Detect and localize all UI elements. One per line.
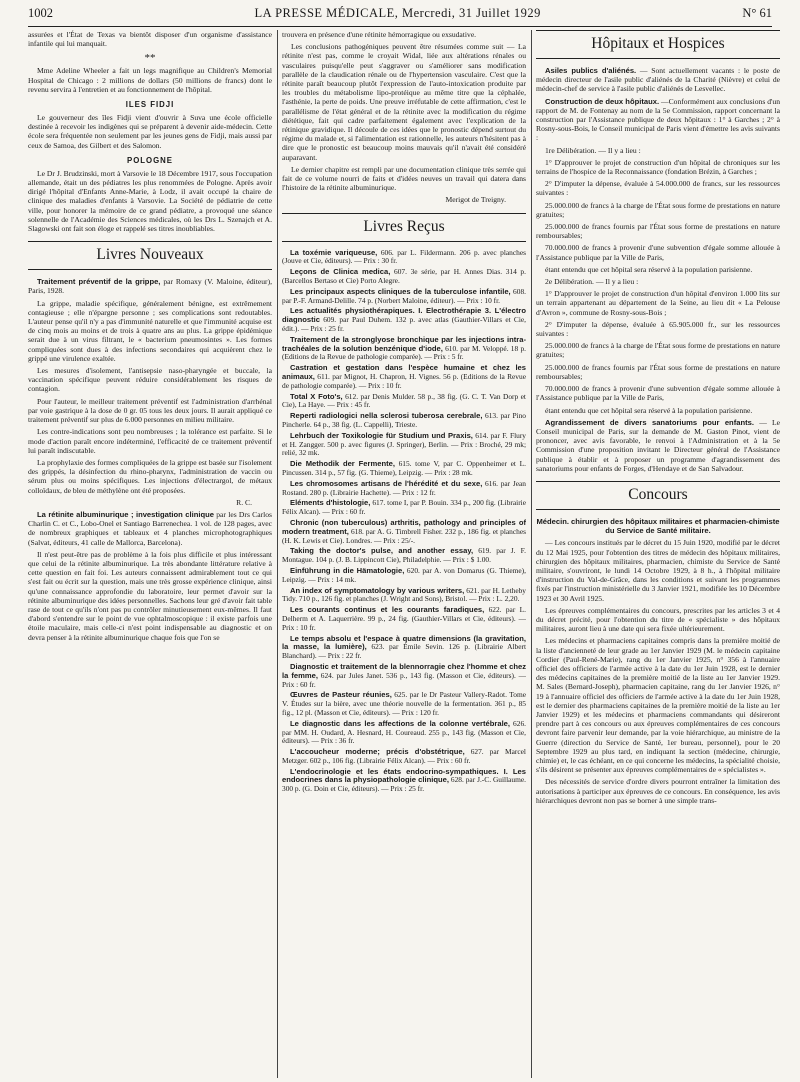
book-title: Le diagnostic dans les affections de la colonne vertébrale, [290,718,511,728]
book-title: Les actualités physiothérapiques. I. Electrothérapie 3. L'électro diagnostic [282,306,526,325]
deliberation-item: 70.000.000 de francs à provenir d'une subvention d'égale somme allouée à l'Assistance publique par la Ville de Paris, [536,243,780,262]
notice [536,97,780,143]
review-signature: R. C. [236,497,252,507]
book-details: 608. par P.-F. Armand-Delille. 74 p. (Norbert Maloine, éditeur). — Prix : 10 fr. [282,286,526,305]
book-details: 613. par Pino Pincherle. 64 p., 38 fig. (L. Cappelli), Trieste. [282,411,526,429]
received-book-entry [282,393,526,411]
book-title: Traitement préventif de la grippe, [37,277,161,287]
notice-text: — Sont actuellement vacants : le poste de médecin directeur de l'asile public d'aliénés de la Charité (Nièvre) et celui de médecin-chef de service à l'asile public d'aliénés de Lesvellec. [536,66,780,94]
received-book-entry [282,336,526,362]
section-heading: Concours [536,481,780,510]
received-book-entry [282,663,526,689]
section-subtitle: ILES FIDJI [125,100,175,110]
deliberation-item: 25.000.000 de francs à la charge de l'État sous forme de prestations en nature gratuites; [536,341,780,360]
notice [536,66,780,94]
book-title: Reperti radiologici nella sclerosi tuberosa cerebrale, [290,411,483,421]
review-paragraph: La grippe, maladie spécifique, généralement bénigne, est extrêmement contagieuse ; elle n'épargne personne ; ses complications sont redoutables. L'auteur pense qu'il n'y a pas d'immunité naturelle et que l'immunité acquise est de cinq mois au moins et de trois à quatre ans au plus. La grippe épidémique serait due à un virus filtrant, le « bacterium pneumosintes ». Les formes compliquées sont dues à des infections secondaires qui acquièrent chez le grippé une virulence exaltée. [28,298,272,363]
book-title: An index of symptomatology by various writers, [290,585,465,595]
section-separator: ** [144,52,156,65]
column-middle [282,30,526,1078]
deliberation-item: étant entendu que cet hôpital sera réservé à la population parisienne. [545,264,753,274]
book-title: Die Methodik der Fermente, [290,459,395,469]
notice-text: — Le Conseil municipal de Paris, sur la demande de M. Gaston Pinot, vient de prononcer, avec avis favorable, le renvoi à l'Administration et à la 5e Commission d'une proposition invitant le Directeur général de l'Assistance publique à établir et à proposer un programme d'agrandissement des sanatoriums pour enfants de Forges, d'Hendaye et de San Salvadour. [536,417,780,473]
book-details: 609. par Paul Duhem. 132 p. avec atlas (Gauthier-Villars et Cie, édit.). — Prix : 25 fr. [282,315,526,334]
received-book-entry [282,460,526,478]
book-details: 614. par F. Flury et H. Zangger. 500 p. avec figures (J. Springer), Berlin. — Prix : Broché, 29 mk; relié, 32 mk. [282,430,526,458]
book-title: Les courants continus et les courants faradiques, [290,605,485,615]
book-details: 624. par Jules Janet. 536 p., 143 fig. (Masson et Cie, éditeurs). — Prix : 60 fr. [282,670,526,689]
concours-title: Médecin. chirurgien des hôpitaux militaires et pharmacien-chimiste du Service de Santé militaire. [536,516,780,536]
section-heading: Livres Reçus [282,213,526,242]
concours-paragraph: Les épreuves complémentaires du concours, prescrites par les articles 3 et 4 du décret précité, pour l'obtention du titre de « spécialiste » des hôpitaux militaires, auront lieu à une date qui sera fixée ultérieurement. [536,605,780,634]
review-paragraph: Les contre-indications sont peu nombreuses ; la tolérance est parfaite. Si le mode d'action paraît encore indéterminé, l'efficacité de ce traitement préventif lui paraît indiscutable. [28,427,272,455]
book-title: Chronic (non tuberculous) arthritis, pathology and principles of modern treatment, [282,517,526,536]
book-title: La toxémie variqueuse, [290,247,378,257]
book-details: 606. par L. Fildermann. 206 p. avec planches (Jouve et Cie, éditeurs). — Prix : 30 fr. [282,247,526,266]
concours-paragraph: Des nécessités de service d'ordre divers pourront entraîner la limitation des autorisations à participer aux épreuves de ce concours. En conséquence, les avis hiérarchiques devront non pas se borner à une simple trans- [536,777,780,805]
book-title: Traitement de la stronglyose bronchique par les injections intra-trachéales de la solution benzénique d'iode, [282,334,526,353]
deliberation-item: 70.000.000 de francs à provenir d'une subvention d'égale somme allouée à l'Assistance publique par la Ville de Paris, [536,384,780,403]
book-details: 611. par Mignot, H. Chapron, H. Vignes. 56 p. (Editions de la Revue de pathologie comparée). — Prix : 10 fr. [282,372,526,390]
received-book-entry [282,606,526,632]
book-title: Total X Foto's, [290,391,343,401]
book-title: La rétinite albuminurique ; investigation clinique [37,509,214,519]
book-details: 621. par H. Letheby Tidy. 710 p., 126 fig. et planches (J. Wright and Sons), Bristol. — Prix : L. 2,20. [282,585,526,604]
received-book-entry [282,412,526,430]
book-title: Diagnostic et traitement de la blennorragie chez l'homme et chez la femme, [282,661,526,680]
received-book-entry [282,499,526,517]
deliberation-title: 2e Délibération. — Il y a lieu : [545,277,639,287]
received-book-entry [282,748,526,766]
review-paragraph: Le dernier chapitre est rempli par une documentation clinique très serrée qui fait de ce volume nourri de faits et d'idées neuves un travail qui datera dans l'histoire de la rétinite albuminurique. [282,164,526,193]
received-book-entry [282,268,526,286]
received-book-entry [282,720,526,746]
review-signature: Merigot de Treigny. [445,195,506,205]
book-details: 607. 3e série, par H. Annes Dias. 314 p. (Barcellos Bertaso et Cie) Porto Alegre. [282,267,526,286]
book-title: Taking the doctor's pulse, and another essay, [290,546,474,556]
book-details: 618. par A. G. Timbrell Fisher. 232 p., 186 fig. et planches (H. K. Lewis et Cie). Londres. — Prix : 25/-. [282,526,526,545]
book-title: Leçons de Clinica medica, [290,267,391,277]
received-book-entry [282,635,526,661]
book-details: 625. par le Dr Pasteur Vallery-Radot. Tome V. Études sur la bière, avec une théorie nouvelle de la fermentation. 361 p., 85 fig., 12 pl. (Masson et Cie, éditeurs). — Prix : 120 fr. [282,690,526,717]
book-title: Eléments d'histologie, [290,498,371,508]
review-paragraph: Les mesures d'isolement, l'antisepsie naso-pharyngée et buccale, la vaccination spécifique peuvent réduire considérablement les risques de contagion. [28,366,272,394]
column-left [28,30,272,1078]
article-text: Le Dr J. Brudzinski, mort à Varsovie le 18 Décembre 1917, sous l'occupation allemande, était un des pédiatres les plus renommées de Pologne. Après avoir dirigé l'hôpital d'Enfants Anne-Marie, à Lodz, il avait occupé la chaire de clinique des maladies d'enfants à Varsovie. La Société de pédiatrie de cette ville, pour honorer la mémoire de ce grand pédiatre, a provoqué une séance solennelle de l'Académie des Sciences médicales, où les Drs L. Szenajch et A. Slagowski ont fait son éloge et rappelé ses titres inoubliables. [28,168,272,234]
book-title: Einführung in die Hämatologie, [290,565,405,575]
received-book-entry [282,288,526,306]
notice-title: Agrandissement de divers sanatoriums pour enfants. [545,417,754,427]
book-title: Castration et gestation dans l'espèce humaine et chez les animaux, [282,363,526,382]
concours-paragraph: — Les concours institués par le décret du 15 Juin 1920, modifié par le décret du 12 Mai 1925, pour l'obtention des titres de médecin des hôpitaux militaires, chirurgien des hôpitaux militaires, pharmacien, chimiste du Service de Santé militaire, s'ouvriront, le lundi 14 Octobre 1929, à 8 h., à l'hôpital militaire d'instruction du Val-de-Grâce, dans les conditions et suivant les programmes fixés par l'instruction ministérielle du 3 Janvier 1921, modifiée les 10 Décembre 1923 et 30 Avril 1925. [536,538,780,603]
received-book-entry [282,249,526,267]
section-heading: Livres Nouveaux [28,241,272,270]
received-book-entry [282,364,526,390]
page-number: 1002 [28,6,53,20]
article-text: assurées et l'État de Texas va bientôt disposer d'un organisme d'assistance infantile qui lui manquait. [28,30,272,49]
review-paragraph: trouvera en présence d'une rétinite hémorragique ou exsudative. [282,30,477,39]
received-book-entry [282,587,526,605]
received-book-entry [282,519,526,545]
review-paragraph: Il n'est peut-être pas de problème à la fois plus difficile et plus intéressant que celui de la rétinite albuminurique. La très abondante littérature relative à cette question en fait foi. Les auteurs connaissent admirablement tout ce qui s'est fait ou écrit sur la question, mais une très grosse expérience clinique, ainsi qu'une connaissance approfondie du laboratoire, leur permet d'avoir sur la rétinite albuminurique des idées personnelles. Sachons leur gré d'avoir fait table rase de tout ce qu'ils n'ont pas pu contrôler minutieusement eux-mêmes. Il faut d'abord s'entendre sur le point de vue ophtalmoscopique : il existe parfois une étoile maculaire, mais celle-ci n'est point indispensable au diagnostic et on devra penser à la rétinite albuminurique chaque fois que l'on se [28,549,272,642]
section-heading: Hôpitaux et Hospices [536,30,780,59]
book-details: 617. tome I, par P. Bouin. 334 p., 200 fig. (Librairie Félix Alcan). — Prix : 60 fr. [282,498,526,517]
book-title: Les chromosomes artisans de l'hérédité et du sexe, [290,478,483,488]
deliberation-item: 25.000.000 de francs fournis par l'État sous forme de prestations en nature remboursables; [536,362,780,381]
review-paragraph: La prophylaxie des formes compliquées de la grippe est basée sur l'isolement des grippés, la désinfection du rhino-pharynx, l'administration de vaccin ou sérum plus ou moins spécifiques. Les injections d'électrargol, de métaux colloïdaux, de bleu de méthylène ont été proposées. [28,457,272,495]
book-title: Le temps absolu et l'espace à quatre dimensions (la gravitation, la masse, la lumière), [282,633,526,652]
article-text: Mme Adeline Wheeler a fait un legs magnifique au Children's Memorial Hospital de Chicago : 2 millions de dollars (50 millions de francs) dont le revenu servira à l'entretien et au fonctionnement de l'hôpital. [28,66,272,94]
book-title: L'endocrinologie et les états endocrino-sympathiques. I. Les endocrines dans la physiopathologie clinique, [282,766,526,785]
notice-title: Asiles publics d'aliénés. [545,66,637,75]
received-book-entry [282,547,526,565]
notice-title: Construction de deux hôpitaux. [545,96,660,106]
received-book-entry [282,432,526,458]
review-paragraph: Pour l'auteur, le meilleur traitement préventif est l'administration d'arrhénal par voie gastrique à la dose de 0 gr. 05 tous les deux jours. Il aurait appliqué ce traitement préventif sur plus de 6.000 personnes en milieu militaire. [28,396,272,425]
received-book-entry [282,480,526,498]
column-rule [277,30,278,1078]
book-reference: par Romaxy (V. Maloine, éditeur), Paris, 1928. [28,277,272,296]
book-details: 615. tome V, par C. Oppenheimer et L. Pincussen. 314 p., 57 fig. (G. Thieme), Leipzig. — Prix : 28 mk. [282,459,526,477]
book-review-header [28,510,272,547]
article-text: Le gouverneur des îles Fidji vient d'ouvrir à Suva une école officielle destinée à recevoir les indigènes qui se préparent à devenir aide-médecin. Cette école sera fréquentée non seulement par les jeunes gens de Fidji, mais aussi par ceux de Samoa, des Gilbert et des Salomon. [28,113,272,150]
issue-number: N° 61 [742,6,772,20]
book-title: L'accoucheur moderne; précis d'obstétrique, [290,747,465,757]
deliberation-title: 1re Délibération. — Il y a lieu : [545,145,641,155]
received-books-list [282,249,526,794]
deliberation-item: 25.000.000 de francs à la charge de l'État sous forme de prestations en nature gratuites; [536,200,780,219]
book-details: 626. par MM. H. Oudard, A. Hesnard, H. Coureaud. 255 p., 143 fig. (Masson et Cie, éditeurs). — Prix : 36 fr. [282,718,526,746]
book-title: Les principaux aspects cliniques de la tuberculose infantile, [290,286,511,296]
notice-text: —Conformément aux conclusions d'un rapport de M. de Fontenay au nom de la 5e Commission, rapport concernant la construction par l'Assistance publique de deux hôpitaux : 1° à Garches ; 2° à Rosny-sous-Bois, le Conseil municipal de Paris vient d'émettre les avis suivants : [536,96,780,143]
book-details: 610. par M. Veloppé. 18 p. (Editions de la Revue de pathologie comparée). — Prix : 5 fr. [282,343,526,362]
book-review-header [28,277,272,295]
book-reference: par les Drs Carlos Charlin C. et C., Lobo-Onel et Santiago Barrenechea. 1 vol. de 128 pages, avec de nombreux graphiques et tableaux et 4 planches microphotographiques (Salvat, éditeurs, 41 calle de Mallorca, Barcelona). [28,509,272,547]
received-book-entry [282,768,526,794]
book-details: 623. par Émile Sevin. 126 p. (Librairie Albert Blanchard). — Prix : 22 fr. [282,642,526,661]
received-book-entry [282,567,526,585]
section-subtitle: POLOGNE [127,155,173,165]
deliberation-item: 2° D'imputer la dépense, évaluée à 54.000.000 de francs, sur les ressources suivantes : [536,179,780,198]
book-details: 627. par Marcel Metzger. 602 p., 106 fig. (Librairie Félix Alcan). — Prix : 60 fr. [282,747,526,765]
book-details: 622. par L. Delherm et A. Laquerrière. 99 p., 24 fig. (Gauthier-Villars et Cie, éditeurs). — Prix : 10 fr. [282,605,526,632]
deliberation-item: 2° D'imputer la dépense, évaluée à 65.905.000 fr., sur les ressources suivantes : [536,319,780,339]
masthead-title: LA PRESSE MÉDICALE, Mercredi, 31 Juillet 1929 [254,6,541,20]
book-title: Œuvres de Pasteur réunies, [290,690,392,700]
book-details: 619. par J. F. Montague. 104 p. (J. B. Lippincott Cie), Philadelphie. — Prix : $ 1.00. [282,546,526,565]
book-title: Lehrbuch der Toxikologie für Studium und Praxis, [290,430,473,440]
received-book-entry [282,691,526,717]
book-details: 628. par J.-C. Guillaume. 300 p. (G. Doin et Cie, éditeurs). — Prix : 25 fr. [282,775,526,794]
book-details: 620. par A. von Domarus (G. Thieme), Leipzig. — Prix : 14 mk. [282,565,526,584]
notice [536,418,780,473]
page-header [28,6,772,27]
concours-paragraph: Les médecins et pharmaciens capitaines compris dans la première moitié de la liste d'ancienneté de leur grade au 1er Janvier 1929 (M. le médecin capitaine Cordier (Paul-René-Marie), rang du 1er Janvier 1925, n° 356 à l'annuaire officiel des officiers de l'armée active à la date du 1er Juin 1928, est le dernier des médecins capitaines de la première moitié de la liste au 1er Janvier 1929. M. Sales (Bernard-Joseph), pharmacien capitaine, rang du 1er Janvier 1926, n° 19 à l'annuaire officiel des officiers de l'armée active à la date du 1er Juin 1928, est le dernier des pharmaciens capitaines de la première moitié de la liste au 1er Janvier 1929) et les médecins et pharmaciens commandants qui désireront prendre part à ces concours ou aux épreuves complémentaires de ces concours devront faire parvenir leur demande, par la voie hiérarchique, au ministre de la Guerre (direction du Service de Santé, 1er bureau, personnel), pour le 20 Septembre 1929 au plus tard, en indiquant la section (médecine, chirurgie, chimie) et, le cas échéant, en ce qui concerne les médecins, la spécialité choisie, s'ils désirent se présenter aux épreuves complémentaires de « spécialistes ». [536,636,780,775]
deliberation-item: 1° D'approuver le projet de construction d'un hôpital d'environ 1.000 lits sur un terrain appartenant au département de la Seine, au lieu dit « La Pelouse d'Avron », commune de Rosny-sous-Bois ; [536,289,780,317]
deliberation-item: 1° D'approuver le projet de construction d'un hôpital de chroniques sur les terrains de l'hospice de la Reconnaissance (fondation Brézin, à Garches ; [536,157,780,177]
deliberation-item: 25.000.000 de francs fournis par l'État sous forme de prestations en nature remboursables; [536,222,780,241]
deliberation-item: étant entendu que cet hôpital sera réservé à la population parisienne. [545,405,753,415]
review-paragraph: Les conclusions pathogéniques peuvent être résumées comme suit — La rétinite n'est pas, comme le croyait Widal, liée aux altérations rénales ou vasculaires puisqu'elle peut s'aggraver ou s'améliorer sans modification parallèle de la claudication rénale ou de l'hypertension vasculaire. C'est que la rétinite paraît beaucoup plutôt l'expression de l'auto-intoxication produite par les troubles du métabolisme lipo-protéique au même titre que la céphalée, l'asthénie, la perte de poids. Une preuve irréfutable de cette affirmation, c'est le parallélisme de l'état général et de la rétinite avec la modification du régime diététique, fait qui cadre parfaitement également avec l'explication de la rétinique gravidique. Il découle de ces idées que le pronostic dépend surtout du régime du malade et, si l'alimentation est rationnelle, les auteurs n'hésitent pas à dire que le pronostic est beaucoup moins mauvais qu'il n'avait été considéré auparavant. [282,42,526,162]
column-right [536,30,780,1078]
received-book-entry [282,307,526,333]
book-details: 616. par Jean Rostand. 280 p. (Librairie Hachette). — Prix : 12 fr. [282,478,526,497]
book-details: 612. par Denis Mulder. 58 p., 38 fig. (G. C. T. Van Dorp et Cie), La Haye. — Prix : 45 fr. [282,391,526,410]
column-rule [531,30,532,1078]
